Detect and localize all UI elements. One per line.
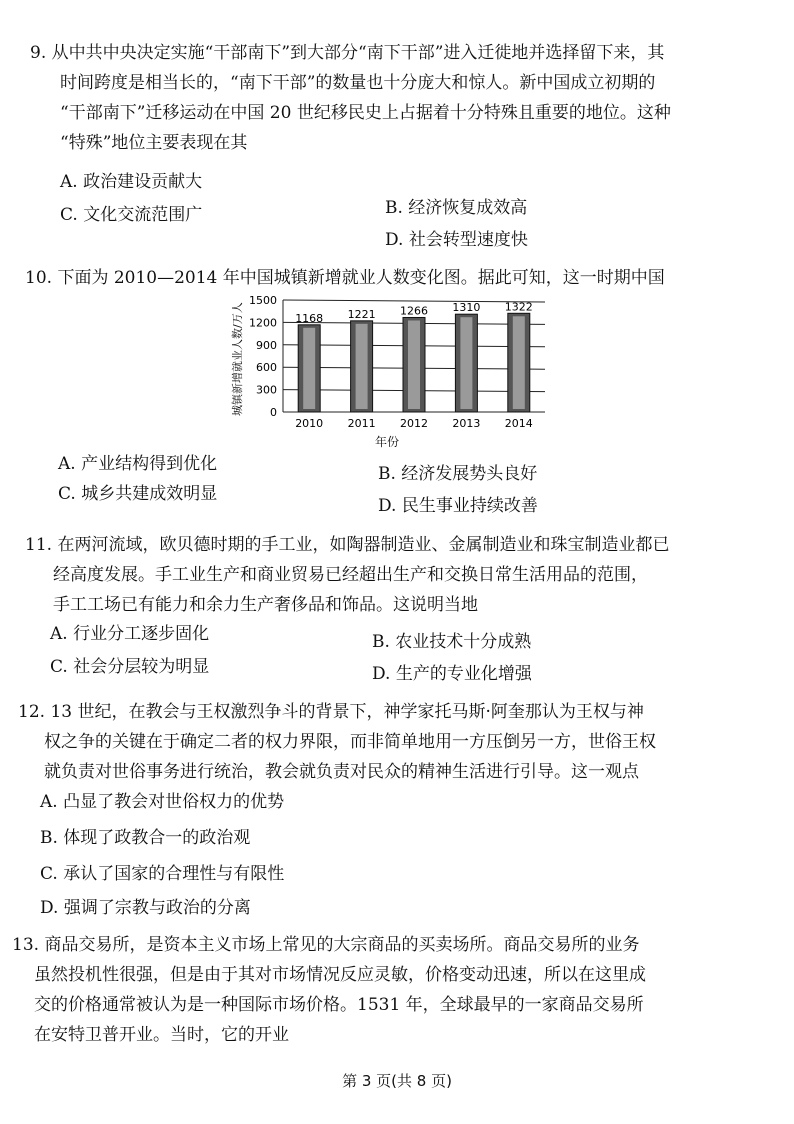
question-11 [25,530,740,620]
question-13-line: 在安特卫普开业。当时，它的开业 [34,1025,289,1045]
question-13 [12,930,737,1050]
y-tick-label: 1200 [249,316,277,330]
x-tick-label: 2012 [400,417,428,430]
q9-option-c: C. 文化交流范围广 [60,205,203,225]
q11-option-c: C. 社会分层较为明显 [50,657,210,677]
question-11-line: 11. 在两河流域，欧贝德时期的手工业，如陶器制造业、金属制造业和珠宝制造业都已 [25,535,670,555]
question-11-line: 手工工场已有能力和余力生产奢侈品和饰品。这说明当地 [53,595,478,615]
bar-texture [460,317,472,409]
q12-option-a: A. 凸显了教会对世俗权力的优势 [40,792,285,812]
y-tick-label: 1500 [249,294,277,307]
data-label: 1266 [400,304,428,318]
bar-texture [513,316,525,409]
q10-option-b: B. 经济发展势头良好 [378,464,538,484]
page-footer: 第 3 页(共 8 页) [342,1072,452,1090]
q9-option-a: A. 政治建设贡献大 [60,172,203,192]
data-label: 1221 [347,307,376,321]
question-9-line: 时间跨度是相当长的，“南下干部”的数量也十分庞大和惊人。新中国成立初期的 [60,73,656,93]
employment-bar-chart [231,288,555,449]
question-10-line: 10. 下面为 2010—2014 年中国城镇新增就业人数变化图。据此可知，这一时期中国 [25,268,665,288]
question-13-line: 交的价格通常被认为是一种国际市场价格。1531 年，全球最早的一家商品交易所 [34,995,644,1015]
bar-texture [408,320,420,409]
data-label: 1310 [452,301,481,315]
q12-option-b: B. 体现了政教合一的政治观 [40,828,251,848]
q10-option-d: D. 民生事业持续改善 [378,496,538,516]
x-tick-label: 2011 [347,417,376,430]
x-tick-label: 2010 [295,417,324,430]
q10-option-a: A. 产业结构得到优化 [58,454,218,474]
y-tick-label: 300 [256,383,277,397]
question-13-line: 13. 商品交易所，是资本主义市场上常见的大宗商品的买卖场所。商品交易所的业务 [12,935,640,955]
question-9-line: “干部南下”迁移运动在中国 20 世纪移民史上占据着十分特殊且重要的地位。这种 [60,103,671,123]
data-label: 1168 [295,311,324,325]
question-11-line: 经高度发展。手工业生产和商业贸易已经超出生产和交换日常生活用品的范围， [53,565,648,585]
question-13-line: 虽然投机性很强，但是由于其对市场情况反应灵敏，价格变动迅速，所以在这里成 [34,965,646,985]
q11-option-b: B. 农业技术十分成熟 [372,632,532,652]
bar-texture [303,328,315,409]
q9-option-b: B. 经济恢复成效高 [385,198,528,218]
q12-option-c: C. 承认了国家的合理性与有限性 [40,864,285,884]
question-12-line: 权之争的关键在于确定二者的权力界限，而非简单地用一方压倒另一方，世俗王权 [44,732,656,752]
q9-option-d: D. 社会转型速度快 [385,230,528,250]
x-tick-label: 2013 [452,417,481,430]
y-tick-label: 900 [256,338,277,352]
question-12-line: 12. 13 世纪，在教会与王权激烈争斗的背景下，神学家托马斯·阿奎那认为王权与神 [18,702,644,722]
question-12-line: 就负责对世俗事务进行统治，教会就负责对民众的精神生活进行引导。这一观点 [44,762,639,782]
question-12 [18,697,733,787]
question-9-line: 9. 从中共中央决定实施“干部南下”到大部分“南下干部”进入迁徙地并选择留下来，其 [30,43,665,63]
question-9-line: “特殊”地位主要表现在其 [60,133,248,153]
q12-option-d: D. 强调了宗教与政治的分离 [40,898,251,918]
question-9 [30,38,745,158]
data-label: 1322 [504,300,533,314]
y-tick-label: 600 [256,361,277,375]
chart-xlabel: 年份 [375,435,400,449]
chart-ylabel: 城镇新增就业人数/万人 [231,302,244,416]
q10-option-c: C. 城乡共建成效明显 [58,484,218,504]
bar-texture [356,324,368,409]
q11-option-a: A. 行业分工逐步固化 [50,624,210,644]
x-tick-label: 2014 [504,417,533,430]
y-tick-label: 0 [270,406,277,419]
q11-option-d: D. 生产的专业化增强 [372,664,532,684]
